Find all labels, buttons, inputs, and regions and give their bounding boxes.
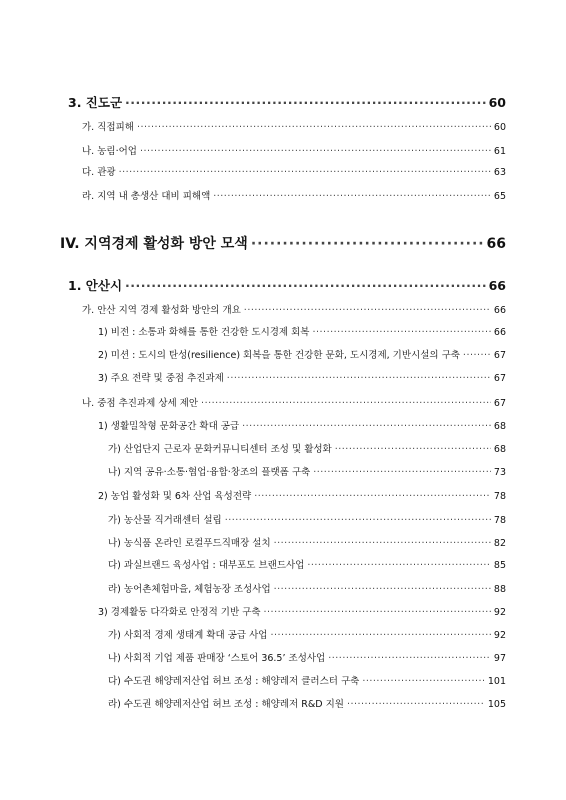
- toc-entry: [82, 119, 506, 133]
- toc-entry-label: 2) 미션 : 도시의 탄성(resilience) 회복을 통한 건강한 문화, 도시경제, 기반시설의 구축: [98, 350, 460, 361]
- toc-page-number: 85: [493, 560, 506, 571]
- toc-leader-dots: [242, 421, 491, 432]
- toc-entry-label: 2) 농업 활성화 및 6차 산업 육성전략: [98, 491, 252, 502]
- toc-entry: [108, 441, 506, 455]
- toc-page-number: 60: [488, 95, 506, 110]
- toc-leader-dots: [274, 584, 491, 595]
- toc-entry: [108, 535, 506, 549]
- toc-page-number: 60: [493, 122, 506, 133]
- toc-entry: [98, 370, 506, 384]
- toc-leader-dots: [213, 191, 491, 202]
- toc-leader-dots: [254, 491, 491, 502]
- toc-entry: [98, 418, 506, 432]
- toc-entry: [98, 604, 506, 618]
- toc-leader-dots: [335, 444, 491, 455]
- toc-page-number: 66: [493, 305, 506, 316]
- toc-page-number: 67: [493, 350, 506, 361]
- toc-entry-label: IV. 지역경제 활성화 방안 모색: [60, 236, 248, 252]
- toc-leader-dots: [312, 327, 490, 338]
- toc-leader-dots: [125, 95, 486, 110]
- toc-page-number: 82: [493, 538, 506, 549]
- toc-entry: [108, 627, 506, 641]
- toc-entry: [68, 276, 506, 294]
- toc-page-number: 66: [488, 278, 506, 293]
- toc-page-number: 101: [487, 676, 506, 687]
- toc-entry-label: 가. 안산 지역 경제 활성화 방안의 개요: [82, 305, 241, 316]
- toc-leader-dots: [225, 515, 491, 526]
- toc-leader-dots: [347, 699, 485, 710]
- toc-leader-dots: [119, 167, 491, 178]
- toc-entry: [108, 673, 506, 687]
- toc-entry-label: 라) 농어촌체험마을, 체험농장 조성사업: [108, 584, 271, 595]
- toc-leader-dots: [140, 146, 491, 157]
- toc-entry-label: 3) 주요 전략 및 중점 추진과제: [98, 373, 224, 384]
- toc-leader-dots: [328, 653, 491, 664]
- toc-page-number: 88: [493, 584, 506, 595]
- toc-entry-label: 나) 농식품 온라인 로컬푸드직매장 설치: [108, 538, 271, 549]
- toc-page-number: 67: [493, 373, 506, 384]
- toc-entry-label: 라) 수도권 해양레저산업 허브 조성 : 해양레저 R&D 지원: [108, 699, 344, 710]
- toc-entry: [82, 164, 506, 178]
- toc-entry-label: 3. 진도군: [68, 95, 123, 110]
- toc-page-number: 65: [493, 191, 506, 202]
- toc-leader-dots: [362, 676, 485, 687]
- toc-leader-dots: [201, 398, 491, 409]
- toc-entry: [82, 143, 506, 157]
- toc-page-number: 66: [493, 327, 506, 338]
- toc-page-number: 63: [493, 167, 506, 178]
- toc-entry-label: 라. 지역 내 총생산 대비 피해액: [82, 191, 211, 202]
- toc-entry-label: 나. 농림·어업: [82, 146, 137, 157]
- toc-leader-dots: [227, 373, 491, 384]
- toc-leader-dots: [137, 122, 491, 133]
- toc-leader-dots: [264, 607, 491, 618]
- toc-entry: [68, 93, 506, 111]
- toc-leader-dots: [313, 467, 491, 478]
- toc-entry: [108, 650, 506, 664]
- toc-entry: [98, 324, 506, 338]
- toc-leader-dots: [307, 560, 491, 571]
- toc-page-number: 78: [493, 491, 506, 502]
- toc-page-number: 68: [493, 421, 506, 432]
- toc-entry: [60, 233, 506, 253]
- toc-entry-label: 다) 수도권 해양레저산업 허브 조성 : 해양레저 클러스터 구축: [108, 676, 360, 687]
- toc-entry-label: 다) 과실브랜드 육성사업 : 대부포도 브랜드사업: [108, 560, 305, 571]
- toc-entry: [98, 347, 506, 361]
- toc-page-number: 68: [493, 444, 506, 455]
- toc-entry-label: 가) 농산물 직거래센터 설립: [108, 515, 222, 526]
- toc-entry: [108, 696, 506, 710]
- toc-page-number: 97: [493, 653, 506, 664]
- toc-entry-label: 나) 지역 공유·소통·협업·융합·창조의 플랫폼 구축: [108, 467, 311, 478]
- toc-entry-label: 가) 산업단지 근로자 문화커뮤니티센터 조성 및 활성화: [108, 444, 332, 455]
- toc-page-number: 61: [493, 146, 506, 157]
- toc-entry-label: 나) 사회적 기업 제품 판매장 ‘스토어 36.5’ 조성사업: [108, 653, 326, 664]
- toc-page-number: 73: [493, 467, 506, 478]
- toc-page-number: 66: [486, 236, 506, 252]
- toc-entry: [108, 557, 506, 571]
- toc-leader-dots: [251, 236, 484, 252]
- toc-page-number: 78: [493, 515, 506, 526]
- toc-entry-label: 1) 비전 : 소통과 화해를 통한 건강한 도시경제 회복: [98, 327, 310, 338]
- toc-leader-dots: [274, 538, 491, 549]
- toc-entry-label: 1) 생활밀착형 문화공간 확대 공급: [98, 421, 240, 432]
- toc-entry-label: 나. 중점 추진과제 상세 제안: [82, 398, 199, 409]
- toc-leader-dots: [125, 278, 486, 293]
- toc-leader-dots: [463, 350, 491, 361]
- toc-leader-dots: [244, 305, 491, 316]
- toc-entry-label: 가. 직접피해: [82, 122, 134, 133]
- toc-page-number: 105: [487, 699, 506, 710]
- toc-page-number: 67: [493, 398, 506, 409]
- toc-entry: [82, 302, 506, 316]
- toc-entry: [108, 512, 506, 526]
- toc-entry: [98, 488, 506, 502]
- toc-leader-dots: [270, 630, 490, 641]
- toc-entry-label: 가) 사회적 경제 생태계 확대 공급 사업: [108, 630, 268, 641]
- toc-page-number: 92: [493, 630, 506, 641]
- toc-entry: [108, 464, 506, 478]
- toc-entry: [82, 188, 506, 202]
- toc-entry: [108, 581, 506, 595]
- toc-entry-label: 1. 안산시: [68, 278, 123, 293]
- toc-entry-label: 다. 관광: [82, 167, 116, 178]
- toc-entry: [82, 395, 506, 409]
- toc-page-number: 92: [493, 607, 506, 618]
- toc-entry-label: 3) 경제활동 다각화로 안정적 기반 구축: [98, 607, 261, 618]
